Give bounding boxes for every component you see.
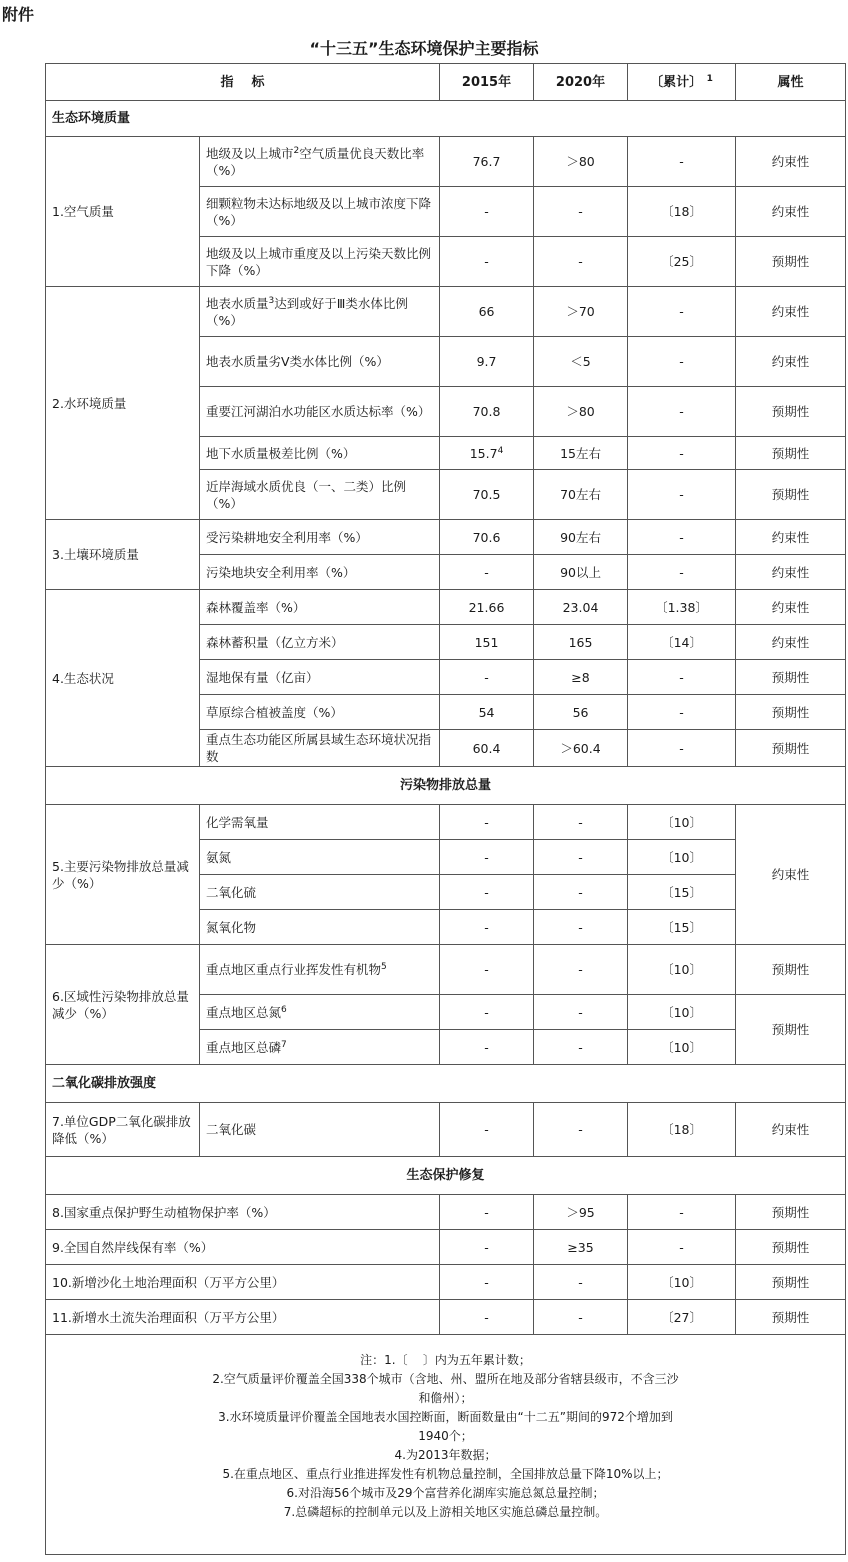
section-row	[46, 767, 846, 805]
table-row	[46, 1195, 846, 1230]
indicator-cell: 地表水质量劣Ⅴ类水体比例（%）	[200, 337, 440, 387]
footnote-ref: 2	[293, 145, 300, 156]
value-2015: -	[440, 1265, 534, 1300]
value-cumulative: -	[628, 337, 736, 387]
table-row	[46, 945, 846, 995]
footnote-ref: 4	[497, 445, 504, 456]
indicator-cell: 10.新增沙化土地治理面积（万平方公里）	[46, 1265, 440, 1300]
value-2015: 60.4	[440, 730, 534, 767]
value-2020: -	[534, 187, 628, 237]
section-row	[46, 101, 846, 137]
attribute-cell: 预期性	[736, 730, 846, 767]
value-2020: 23.04	[534, 590, 628, 625]
value-cumulative: -	[628, 730, 736, 767]
attribute-cell: 约束性	[736, 805, 846, 945]
attribute-cell: 预期性	[736, 1230, 846, 1265]
value-2015: -	[440, 187, 534, 237]
indicator-text: 重点地区总氮	[206, 1004, 282, 1020]
value-2020: -	[534, 840, 628, 875]
group-label: 5.主要污染物排放总量减少（%）	[46, 805, 200, 945]
value-cumulative: -	[628, 470, 736, 520]
table-row	[46, 287, 846, 337]
note-line: 2.空气质量评价覆盖全国338个城市（含地、州、盟所在地及部分省辖县级市，不含三沙	[212, 1372, 679, 1386]
value-cumulative: 〔10〕	[628, 805, 736, 840]
indicator-cell: 化学需氧量	[200, 805, 440, 840]
indicator-cell: 受污染耕地安全利用率（%）	[200, 520, 440, 555]
group-label: 1.空气质量	[46, 137, 200, 287]
note-line: 4.为2013年数据；	[394, 1448, 497, 1462]
value-cumulative: 〔27〕	[628, 1300, 736, 1335]
section-co2-intensity: 二氧化碳排放强度	[46, 1065, 846, 1103]
value-cumulative: -	[628, 555, 736, 590]
indicator-text: 空气质量优良天数比率（%）	[206, 145, 425, 178]
value-cumulative: 〔10〕	[628, 1265, 736, 1300]
indicator-cell: 9.全国自然岸线保有率（%）	[46, 1230, 440, 1265]
table-row	[46, 1103, 846, 1157]
value-2020: ≥35	[534, 1230, 628, 1265]
value-2015: 70.6	[440, 520, 534, 555]
value-cumulative: 〔18〕	[628, 187, 736, 237]
col-2020: 2020年	[534, 64, 628, 101]
value-2020: -	[534, 995, 628, 1030]
indicator-cell	[200, 287, 440, 337]
table-row	[46, 1300, 846, 1335]
indicator-cell: 近岸海域水质优良（一、二类）比例（%）	[200, 470, 440, 520]
indicator-cell	[200, 1030, 440, 1065]
value-2020: -	[534, 237, 628, 287]
value-2020: ＜5	[534, 337, 628, 387]
value-cumulative: 〔15〕	[628, 910, 736, 945]
indicator-cell: 氨氮	[200, 840, 440, 875]
section-eco-restoration: 生态保护修复	[46, 1157, 846, 1195]
group-label: 3.土壤环境质量	[46, 520, 200, 590]
value-2020: -	[534, 875, 628, 910]
attribute-cell: 约束性	[736, 187, 846, 237]
value-cumulative: 〔18〕	[628, 1103, 736, 1157]
note-line: 3.水环境质量评价覆盖全国地表水国控断面，断面数量由“十二五”期间的972个增加到	[218, 1410, 673, 1424]
value-cumulative: 〔25〕	[628, 237, 736, 287]
attachment-label: 附件	[2, 5, 35, 24]
attribute-cell: 预期性	[736, 437, 846, 470]
col-attribute: 属性	[736, 64, 846, 101]
value-2015: -	[440, 840, 534, 875]
value-2020: ＞95	[534, 1195, 628, 1230]
notes-cell	[46, 1335, 846, 1555]
indicator-text: 重点地区总磷	[206, 1039, 282, 1055]
value-2020: 15左右	[534, 437, 628, 470]
attribute-cell: 预期性	[736, 1300, 846, 1335]
indicator-table	[45, 63, 846, 1555]
value-2020: -	[534, 1030, 628, 1065]
value-cumulative: 〔10〕	[628, 995, 736, 1030]
attribute-cell: 预期性	[736, 995, 846, 1065]
value-cumulative: 〔14〕	[628, 625, 736, 660]
attribute-cell: 约束性	[736, 337, 846, 387]
group-label: 7.单位GDP二氧化碳排放降低（%）	[46, 1103, 200, 1157]
indicator-cell	[200, 137, 440, 187]
value-2015: -	[440, 660, 534, 695]
value-2020: 70左右	[534, 470, 628, 520]
group-label: 6.区域性污染物排放总量减少（%）	[46, 945, 200, 1065]
section-ecology-quality: 生态环境质量	[46, 101, 846, 137]
note-line: 7.总磷超标的控制单元以及上游相关地区实施总磷总量控制。	[283, 1505, 608, 1519]
value-2020: -	[534, 1300, 628, 1335]
value-2020: ＞70	[534, 287, 628, 337]
indicator-cell: 湿地保有量（亿亩）	[200, 660, 440, 695]
value-2015: -	[440, 995, 534, 1030]
value-2015: 151	[440, 625, 534, 660]
attribute-cell: 约束性	[736, 590, 846, 625]
note-line: 5.在重点地区、重点行业推进挥发性有机物总量控制，全国排放总量下降10%以上；	[222, 1467, 669, 1481]
value-2015: -	[440, 1030, 534, 1065]
section-pollutant-total: 污染物排放总量	[46, 767, 846, 805]
attribute-cell: 约束性	[736, 555, 846, 590]
value-2015: -	[440, 1230, 534, 1265]
indicator-cell	[200, 945, 440, 995]
attribute-cell: 预期性	[736, 660, 846, 695]
table-row	[46, 1230, 846, 1265]
note-line: 6.对沿海56个城市及29个富营养化湖库实施总氮总量控制；	[286, 1486, 605, 1500]
value-2015: -	[440, 875, 534, 910]
footnote-ref: 6	[281, 1004, 287, 1015]
value-2015: -	[440, 945, 534, 995]
indicator-cell: 污染地块安全利用率（%）	[200, 555, 440, 590]
value-cumulative: -	[628, 695, 736, 730]
value-2020: -	[534, 910, 628, 945]
value-2020: -	[534, 945, 628, 995]
value-cumulative: 〔10〕	[628, 1030, 736, 1065]
indicator-cell: 二氧化硫	[200, 875, 440, 910]
attribute-cell: 约束性	[736, 520, 846, 555]
attribute-cell: 约束性	[736, 137, 846, 187]
attribute-cell: 约束性	[736, 625, 846, 660]
attribute-cell: 预期性	[736, 1195, 846, 1230]
indicator-text: 地级及以上城市	[206, 145, 294, 161]
section-row	[46, 1157, 846, 1195]
attribute-cell: 预期性	[736, 470, 846, 520]
table-row	[46, 590, 846, 625]
value-2020: ＞80	[534, 387, 628, 437]
value-cumulative: 〔1.38〕	[628, 590, 736, 625]
indicator-cell: 地下水质量极差比例（%）	[200, 437, 440, 470]
value-2020: ＞60.4	[534, 730, 628, 767]
col-2015: 2015年	[440, 64, 534, 101]
col-cumulative-label: 〔累计〕	[650, 74, 703, 90]
indicator-cell: 森林蓄积量（亿立方米）	[200, 625, 440, 660]
value-cumulative: -	[628, 660, 736, 695]
value-2020: 165	[534, 625, 628, 660]
indicator-cell: 细颗粒物未达标地级及以上城市浓度下降（%）	[200, 187, 440, 237]
value-cumulative: -	[628, 1195, 736, 1230]
value-2015: 70.8	[440, 387, 534, 437]
value-2015: -	[440, 1195, 534, 1230]
value-2020: ≥8	[534, 660, 628, 695]
table-row	[46, 1265, 846, 1300]
note-line: 1940个；	[418, 1429, 473, 1443]
value-2020: 56	[534, 695, 628, 730]
value-cumulative: -	[628, 137, 736, 187]
attribute-cell: 预期性	[736, 945, 846, 995]
value-2015: 70.5	[440, 470, 534, 520]
indicator-cell: 森林覆盖率（%）	[200, 590, 440, 625]
table-row	[46, 137, 846, 187]
value-cumulative: -	[628, 387, 736, 437]
page-title: “十三五”生态环境保护主要指标	[309, 39, 539, 58]
indicator-cell	[200, 995, 440, 1030]
value-2015: 66	[440, 287, 534, 337]
value-2015: -	[440, 805, 534, 840]
col-cumulative	[628, 64, 736, 101]
value-2020: 90以上	[534, 555, 628, 590]
attribute-cell: 预期性	[736, 237, 846, 287]
value-2015: 9.7	[440, 337, 534, 387]
footnote-ref: 3	[268, 295, 275, 306]
group-label: 4.生态状况	[46, 590, 200, 767]
value-cumulative: 〔10〕	[628, 945, 736, 995]
attribute-cell: 预期性	[736, 1265, 846, 1300]
indicator-text: 地表水质量	[206, 295, 269, 311]
value-text: 15.7	[469, 445, 498, 461]
value-2020: -	[534, 1103, 628, 1157]
value-cumulative: -	[628, 437, 736, 470]
indicator-cell: 氮氧化物	[200, 910, 440, 945]
value-2015: -	[440, 555, 534, 590]
table-row	[46, 805, 846, 840]
section-row	[46, 1065, 846, 1103]
value-2015: 21.66	[440, 590, 534, 625]
value-2020: -	[534, 1265, 628, 1300]
value-cumulative: -	[628, 1230, 736, 1265]
notes-row	[46, 1335, 846, 1555]
value-2015: -	[440, 1103, 534, 1157]
value-cumulative: -	[628, 520, 736, 555]
footnote-ref: 5	[381, 962, 387, 972]
value-2015: 76.7	[440, 137, 534, 187]
attribute-cell: 预期性	[736, 387, 846, 437]
value-2015: 54	[440, 695, 534, 730]
value-cumulative: -	[628, 287, 736, 337]
value-2015: -	[440, 237, 534, 287]
indicator-text: 重点地区重点行业挥发性有机物	[206, 962, 382, 977]
indicator-cell: 8.国家重点保护野生动植物保护率（%）	[46, 1195, 440, 1230]
value-2015: -	[440, 1300, 534, 1335]
attribute-cell: 约束性	[736, 1103, 846, 1157]
value-2015	[440, 437, 534, 470]
value-cumulative: 〔15〕	[628, 875, 736, 910]
value-2020: ＞80	[534, 137, 628, 187]
footnote-ref: 1	[706, 73, 713, 84]
indicator-cell: 草原综合植被盖度（%）	[200, 695, 440, 730]
group-label: 2.水环境质量	[46, 287, 200, 520]
col-indicator: 指 标	[46, 64, 440, 101]
value-2015: -	[440, 910, 534, 945]
footnote-ref: 7	[281, 1039, 287, 1050]
attribute-cell: 约束性	[736, 287, 846, 337]
indicator-cell: 11.新增水土流失治理面积（万平方公里）	[46, 1300, 440, 1335]
value-2020: 90左右	[534, 520, 628, 555]
indicator-cell: 重点生态功能区所属县域生态环境状况指数	[200, 730, 440, 767]
table-row	[46, 520, 846, 555]
indicator-cell: 地级及以上城市重度及以上污染天数比例下降（%）	[200, 237, 440, 287]
note-line: 和儋州）；	[418, 1391, 473, 1405]
attribute-cell: 预期性	[736, 695, 846, 730]
indicator-text: 达到或好于Ⅲ类水体比例（%）	[206, 295, 408, 328]
indicator-cell: 二氧化碳	[200, 1103, 440, 1157]
note-line: 注：1.〔 〕内为五年累计数；	[360, 1353, 531, 1367]
indicator-cell: 重要江河湖泊水功能区水质达标率（%）	[200, 387, 440, 437]
value-2020: -	[534, 805, 628, 840]
value-cumulative: 〔10〕	[628, 840, 736, 875]
header-row	[46, 64, 846, 101]
